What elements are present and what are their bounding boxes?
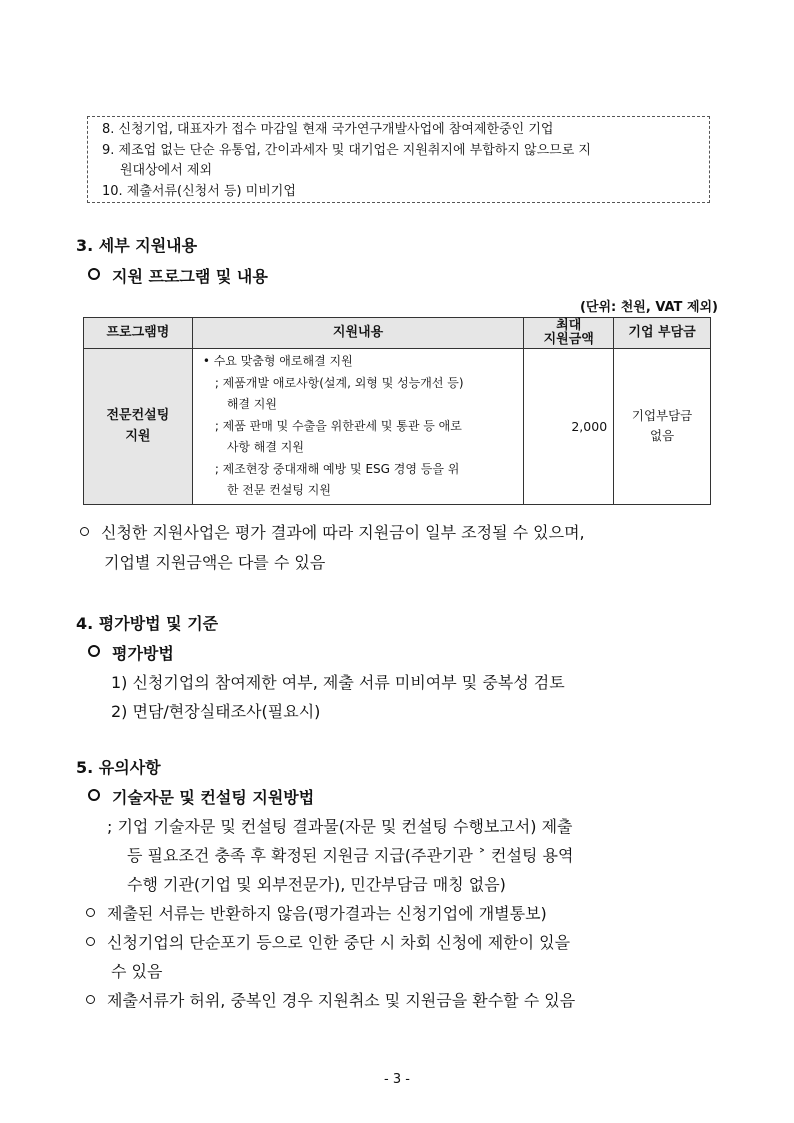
support-content-cell (192, 349, 523, 505)
notice-item-cont: 수 있음 (111, 962, 163, 981)
section-3-subtitle: 지원 프로그램 및 내용 (88, 264, 268, 287)
exclusion-item-8: 8. 신청기업, 대표자가 접수 마감일 현재 국가연구개발사업에 참여제한중인 기업 (102, 122, 554, 137)
header-program-name: 프로그램명 (84, 318, 193, 349)
circle-bullet-icon (80, 527, 89, 536)
section-3-note-cont: 기업별 지원금액은 다를 수 있음 (104, 553, 326, 572)
content-item-cont: 해결 지원 (226, 397, 277, 411)
table-row (84, 349, 711, 505)
circle-bullet-icon (88, 789, 100, 801)
company-share-cell: 기업부담금 없음 (614, 349, 711, 505)
circle-bullet-icon (86, 995, 95, 1004)
program-name-cell: 전문컨설팅 지원 (84, 349, 193, 505)
content-item: ; 제품 판매 및 수출을 위한관세 및 통관 등 애로 (214, 418, 462, 433)
section-4-subtitle: 평가방법 (88, 641, 174, 664)
section-4-title: 4. 평가방법 및 기준 (76, 614, 219, 633)
max-amount-cell: 2,000 (524, 349, 614, 505)
circle-bullet-icon (88, 268, 100, 280)
section-5-subtitle: 기술자문 및 컨설팅 지원방법 (88, 785, 314, 808)
exclusion-item-9-cont: 원대상에서 제외 (120, 163, 213, 178)
page-number: - 3 - (384, 1072, 410, 1087)
table-header-row (84, 318, 711, 349)
content-bullet: • 수요 맞춤형 애로해결 지원 (202, 354, 353, 368)
notice-item: 신청기업의 단순포기 등으로 인한 중단 시 차회 신청에 제한이 있을 (86, 928, 570, 957)
section-3-title: 3. 세부 지원내용 (76, 236, 198, 255)
program-table (83, 317, 711, 505)
circle-bullet-icon (86, 908, 95, 917)
unit-note: (단위: 천원, VAT 제외) (579, 300, 718, 315)
content-item-cont: 사항 해결 지원 (226, 440, 304, 454)
exclusion-item-10: 10. 제출서류(신청서 등) 미비기업 (102, 183, 296, 199)
notice-method-line-2: 등 필요조건 충족 후 확정된 지원금 지급(주관기관 ˃ 컨설팅 용역 (127, 846, 574, 865)
content-item: ; 제조현장 중대재해 예방 및 ESG 경영 등을 위 (214, 461, 460, 476)
circle-bullet-icon (88, 645, 100, 657)
content-item-cont: 한 전문 컨설팅 지원 (226, 483, 331, 497)
notice-method-line-3: 수행 기관(기업 및 외부전문가), 민간부담금 매칭 없음) (127, 875, 506, 894)
evaluation-item-2: 2) 면담/현장실태조사(필요시) (111, 702, 321, 721)
exclusion-box (87, 116, 710, 203)
header-max-amount: 최대 지원금액 (524, 318, 614, 349)
circle-bullet-icon (86, 937, 95, 946)
notice-item: 제출서류가 허위, 중복인 경우 지원취소 및 지원금을 환수할 수 있음 (86, 986, 575, 1015)
content-item: ; 제품개발 애로사항(설계, 외형 및 성능개선 등) (214, 375, 464, 390)
section-3-note: 신청한 지원사업은 평가 결과에 따라 지원금이 일부 조정될 수 있으며, (80, 518, 585, 547)
section-5-title: 5. 유의사항 (76, 758, 161, 777)
evaluation-item-1: 1) 신청기업의 참여제한 여부, 제출 서류 미비여부 및 중복성 검토 (111, 673, 565, 692)
notice-item: 제출된 서류는 반환하지 않음(평가결과는 신청기업에 개별통보) (86, 899, 547, 928)
exclusion-item-9: 9. 제조업 없는 단순 유통업, 간이과세자 및 대기업은 지원취지에 부합하지 않으므로 지 (102, 142, 591, 158)
header-support-content: 지원내용 (192, 318, 523, 349)
header-company-share: 기업 부담금 (614, 318, 711, 349)
notice-method-line-1: ; 기업 기술자문 및 컨설팅 결과물(자문 및 컨설팅 수행보고서) 제출 (107, 817, 573, 836)
